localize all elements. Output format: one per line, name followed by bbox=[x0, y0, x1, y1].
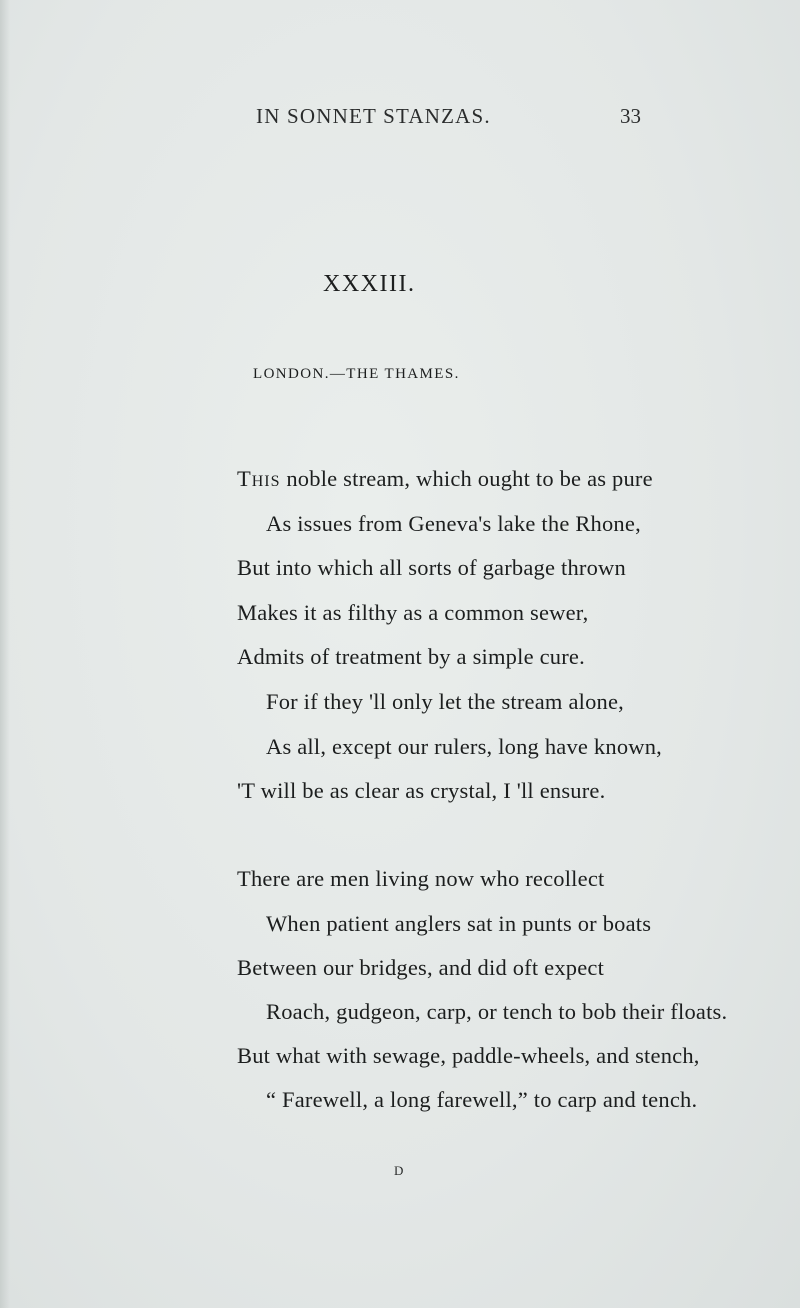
poem-line-1-text: noble stream, which ought to be as pure bbox=[280, 466, 653, 491]
poem-line-2: As issues from Geneva's lake the Rhone, bbox=[266, 511, 641, 536]
poem-line-4: Makes it as filthy as a common sewer, bbox=[237, 600, 589, 625]
sonnet-title: LONDON.—THE THAMES. bbox=[253, 366, 460, 382]
poem-line-5: Admits of treatment by a simple cure. bbox=[237, 644, 585, 669]
poem-line-7: As all, except our rulers, long have known, bbox=[266, 734, 662, 759]
poem-line-9: There are men living now who recollect bbox=[237, 866, 605, 891]
first-word: This bbox=[237, 466, 281, 491]
poem-line-1 bbox=[237, 466, 653, 492]
signature-mark: D bbox=[394, 1163, 404, 1178]
poem-line-10: When patient anglers sat in punts or boats bbox=[266, 911, 652, 936]
poem-line-13: But what with sewage, paddle-wheels, and stench, bbox=[237, 1043, 700, 1068]
poem-line-3: But into which all sorts of garbage thrown bbox=[237, 555, 626, 580]
poem-line-14: “ Farewell, a long farewell,” to carp and tench. bbox=[266, 1087, 698, 1112]
poem-line-8: 'T will be as clear as crystal, I 'll ensure. bbox=[237, 778, 606, 803]
page-edge-shadow bbox=[0, 0, 10, 1308]
poem-line-6: For if they 'll only let the stream alone, bbox=[266, 689, 624, 714]
page-number: 33 bbox=[620, 104, 641, 128]
poem-line-12: Roach, gudgeon, carp, or tench to bob their floats. bbox=[266, 999, 728, 1024]
poem-line-11: Between our bridges, and did oft expect bbox=[237, 955, 605, 980]
running-head: IN SONNET STANZAS. bbox=[256, 104, 491, 128]
sonnet-number: XXXIII. bbox=[323, 271, 416, 297]
